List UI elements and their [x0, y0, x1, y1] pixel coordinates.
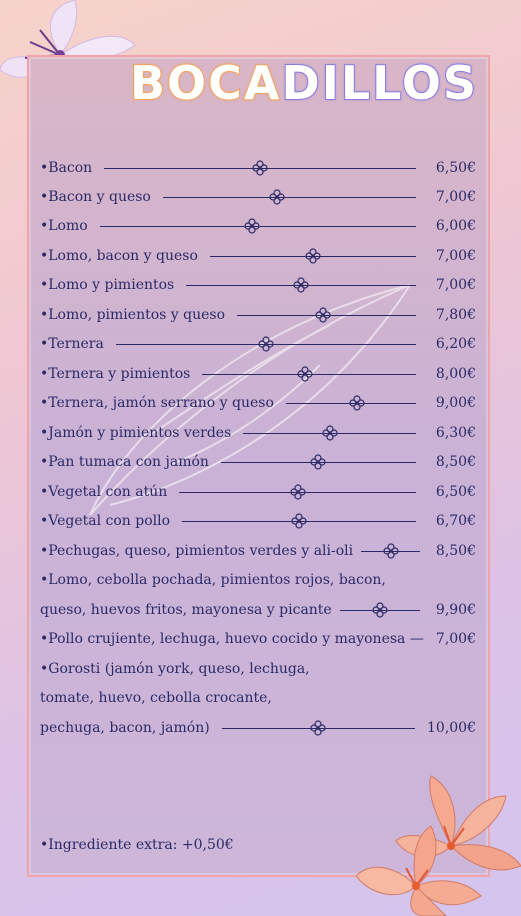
list-item: •Ternera 6,20€: [40, 333, 476, 355]
flower-icon: [252, 160, 268, 176]
flower-icon: [258, 336, 274, 352]
flower-icon: [383, 543, 399, 559]
list-item-line: •Lomo, cebolla pochada, pimientos rojos, bacon,: [40, 572, 386, 588]
flower-icon: [291, 513, 307, 529]
peach-flower-icon: [356, 766, 521, 916]
flower-icon: [372, 602, 388, 618]
list-item: •Bacon 6,50€: [40, 157, 476, 179]
list-item: •Vegetal con atún 6,50€: [40, 481, 476, 503]
page-title: BOCADILLOS: [130, 56, 479, 110]
flower-icon: [297, 366, 313, 382]
flower-icon: [349, 395, 365, 411]
list-item: •Lomo 6,00€: [40, 215, 476, 237]
list-item: queso, huevos fritos, mayonesa y picante 9,90€: [40, 599, 476, 621]
list-item: •Bacon y queso 7,00€: [40, 186, 476, 208]
list-item: •Lomo y pimientos 7,00€: [40, 274, 476, 296]
list-item: •Ternera y pimientos 8,00€: [40, 363, 476, 385]
flower-icon: [269, 189, 285, 205]
list-item-line: tomate, huevo, cebolla crocante,: [40, 690, 272, 706]
list-item: •Ternera, jamón serrano y queso 9,00€: [40, 392, 476, 414]
extra-ingredient-note: •Ingrediente extra: +0,50€: [40, 837, 234, 853]
list-item-line: •Gorosti (jamón york, queso, lechuga,: [40, 661, 310, 677]
list-item: •Vegetal con pollo 6,70€: [40, 510, 476, 532]
flower-icon: [315, 307, 331, 323]
list-item: •Pechugas, queso, pimientos verdes y ali-oli 8,50€: [40, 540, 476, 562]
list-item: pechuga, bacon, jamón) 10,00€: [40, 717, 476, 739]
list-item: •Pan tumaca con jamón 8,50€: [40, 451, 476, 473]
flower-icon: [305, 248, 321, 264]
flower-icon: [322, 425, 338, 441]
flower-icon: [310, 454, 326, 470]
list-item: •Lomo, pimientos y queso 7,80€: [40, 304, 476, 326]
flower-icon: [293, 277, 309, 293]
list-item: •Jamón y pimientos verdes 6,30€: [40, 422, 476, 444]
flower-icon: [244, 218, 260, 234]
flower-icon: [310, 720, 326, 736]
list-item: •Lomo, bacon y queso 7,00€: [40, 245, 476, 267]
flower-icon: [290, 484, 306, 500]
list-item: •Pollo crujiente, lechuga, huevo cocido y mayonesa — 7,00€: [40, 631, 476, 647]
